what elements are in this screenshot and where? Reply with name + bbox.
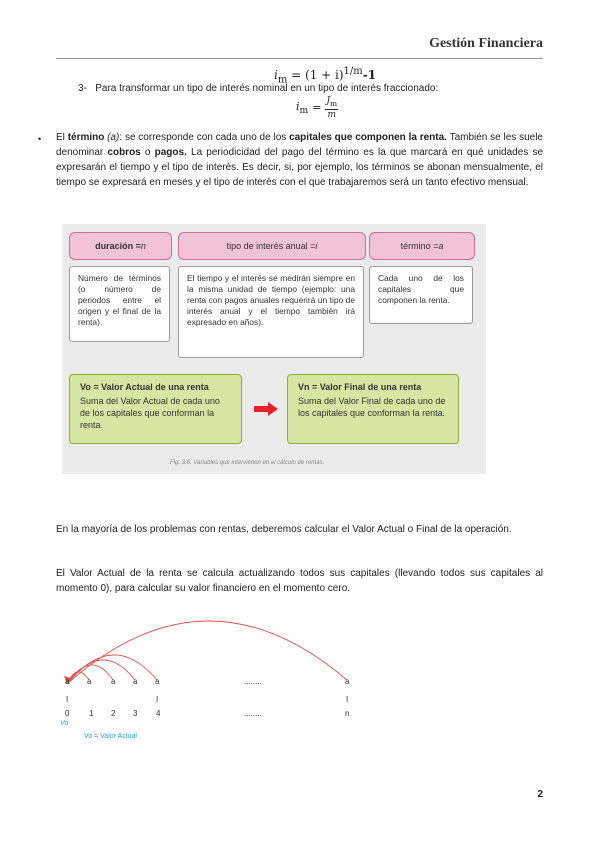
desc-tipo-interes: El tiempo y el interés se medirán siempre en la misma unidad de tiempo (ejemplo: una renta con pagos anuales requerirá un tipo de interés anual y el tiempo también irá expresado en años). [178, 266, 364, 358]
paragraph-rentas: En la mayoría de los problemas con rentas, deberemos calcular el Valor Actual o Final de la operación. [56, 524, 512, 535]
page-header-title: Gestión Financiera [429, 36, 543, 51]
numbered-item-3 [78, 83, 438, 94]
box-valor-final [287, 374, 459, 444]
desc-termino: Cada uno de los capitales que componen la renta. [369, 266, 473, 324]
formula-var: i [274, 68, 278, 82]
box-valor-actual-text: Suma del Valor Actual de cada uno de los capitales que conforman la renta. [80, 396, 220, 430]
period-4: 4 [156, 709, 161, 718]
formula-exp: 1/m [343, 66, 363, 77]
tick-4: I [156, 695, 159, 704]
bullet-icon: • [38, 134, 42, 144]
term-a0: a [65, 677, 70, 686]
box-valor-actual [69, 374, 242, 444]
desc-duracion: Número de términos (o número de periodos entre el origen y el final de la renta). [69, 266, 170, 342]
fraction-numerator: $J_m$ [326, 96, 338, 108]
tick-n: I [346, 695, 349, 704]
formula2-fraction [325, 96, 338, 120]
period-0: 0 [65, 709, 70, 718]
term-a3: a [133, 677, 138, 686]
formula2-eq: = [312, 101, 322, 115]
bullet-text: El término (a): se corresponde con cada uno de los capitales que componen la renta. También se les suele denominar cobros o pagos. La periodicidad del pago del término es la que marcará en qué unidades se expresarán el tiempo y el tipo de interés. Es decir, si, por ejemplo, los términos se abonan mensualmente, el tiempo se expresará en meses y el tipo de interés con el que trabajaremos será un tanto efectivo mensual. [56, 132, 543, 188]
valor-actual-timeline [56, 600, 376, 750]
term-a4: a [155, 677, 160, 686]
formula-nominal-to-fractional [296, 96, 338, 120]
box-valor-final-text: Suma del Valor Final de cada uno de los capitales que conforman la renta. [298, 396, 446, 418]
header-rule [56, 58, 543, 59]
period-3: 3 [133, 709, 138, 718]
formula-sub: m [277, 74, 288, 86]
item-text: Para transformar un tipo de interés nominal en un tipo de interés fraccionado: [95, 83, 439, 94]
figure-caption: Fig. 3.6. Variables que intervienen en el cálculo de rentas. [170, 460, 325, 466]
tick-0: I [66, 695, 69, 704]
formula2-lhs: $i_m$ [296, 99, 309, 116]
box-valor-actual-title: Vo = Valor Actual de una renta [80, 382, 209, 392]
term-a2: a [111, 677, 116, 686]
arc-3 [67, 660, 138, 686]
formula-tail: -1 [362, 68, 377, 82]
period-1: 1 [89, 709, 94, 718]
period-2: 2 [111, 709, 116, 718]
period-dots: ........ [244, 709, 262, 718]
right-arrow-icon [254, 402, 278, 416]
term-dots: ........ [244, 677, 262, 686]
box-valor-final-title: Vn = Valor Final de una renta [298, 382, 422, 392]
pill-duracion: duración = n [69, 232, 172, 260]
formula-rhs: = (1 + i) [287, 68, 344, 82]
renta-variables-figure [62, 224, 486, 474]
fraction-denominator: m [327, 109, 337, 120]
bullet-termino [38, 130, 543, 190]
paragraph-valor-actual: El Valor Actual de la renta se calcula actualizando todos sus capitales (llevando todos sus capitales al momento 0), para calcular su valor financiero en el momento cero. [56, 568, 543, 594]
vo-marker: Vo [60, 720, 69, 727]
item-number: 3- [78, 83, 87, 94]
pill-termino: término = a [369, 232, 475, 260]
page-number: 2 [537, 789, 543, 800]
period-n: n [345, 709, 350, 718]
term-an: a [345, 677, 350, 686]
discount-arcs [56, 600, 376, 690]
vo-legend: Vo = Valor Actual [84, 733, 137, 740]
pill-tipo-interes: tipo de interés anual = i [178, 232, 366, 260]
term-a1: a [87, 677, 92, 686]
